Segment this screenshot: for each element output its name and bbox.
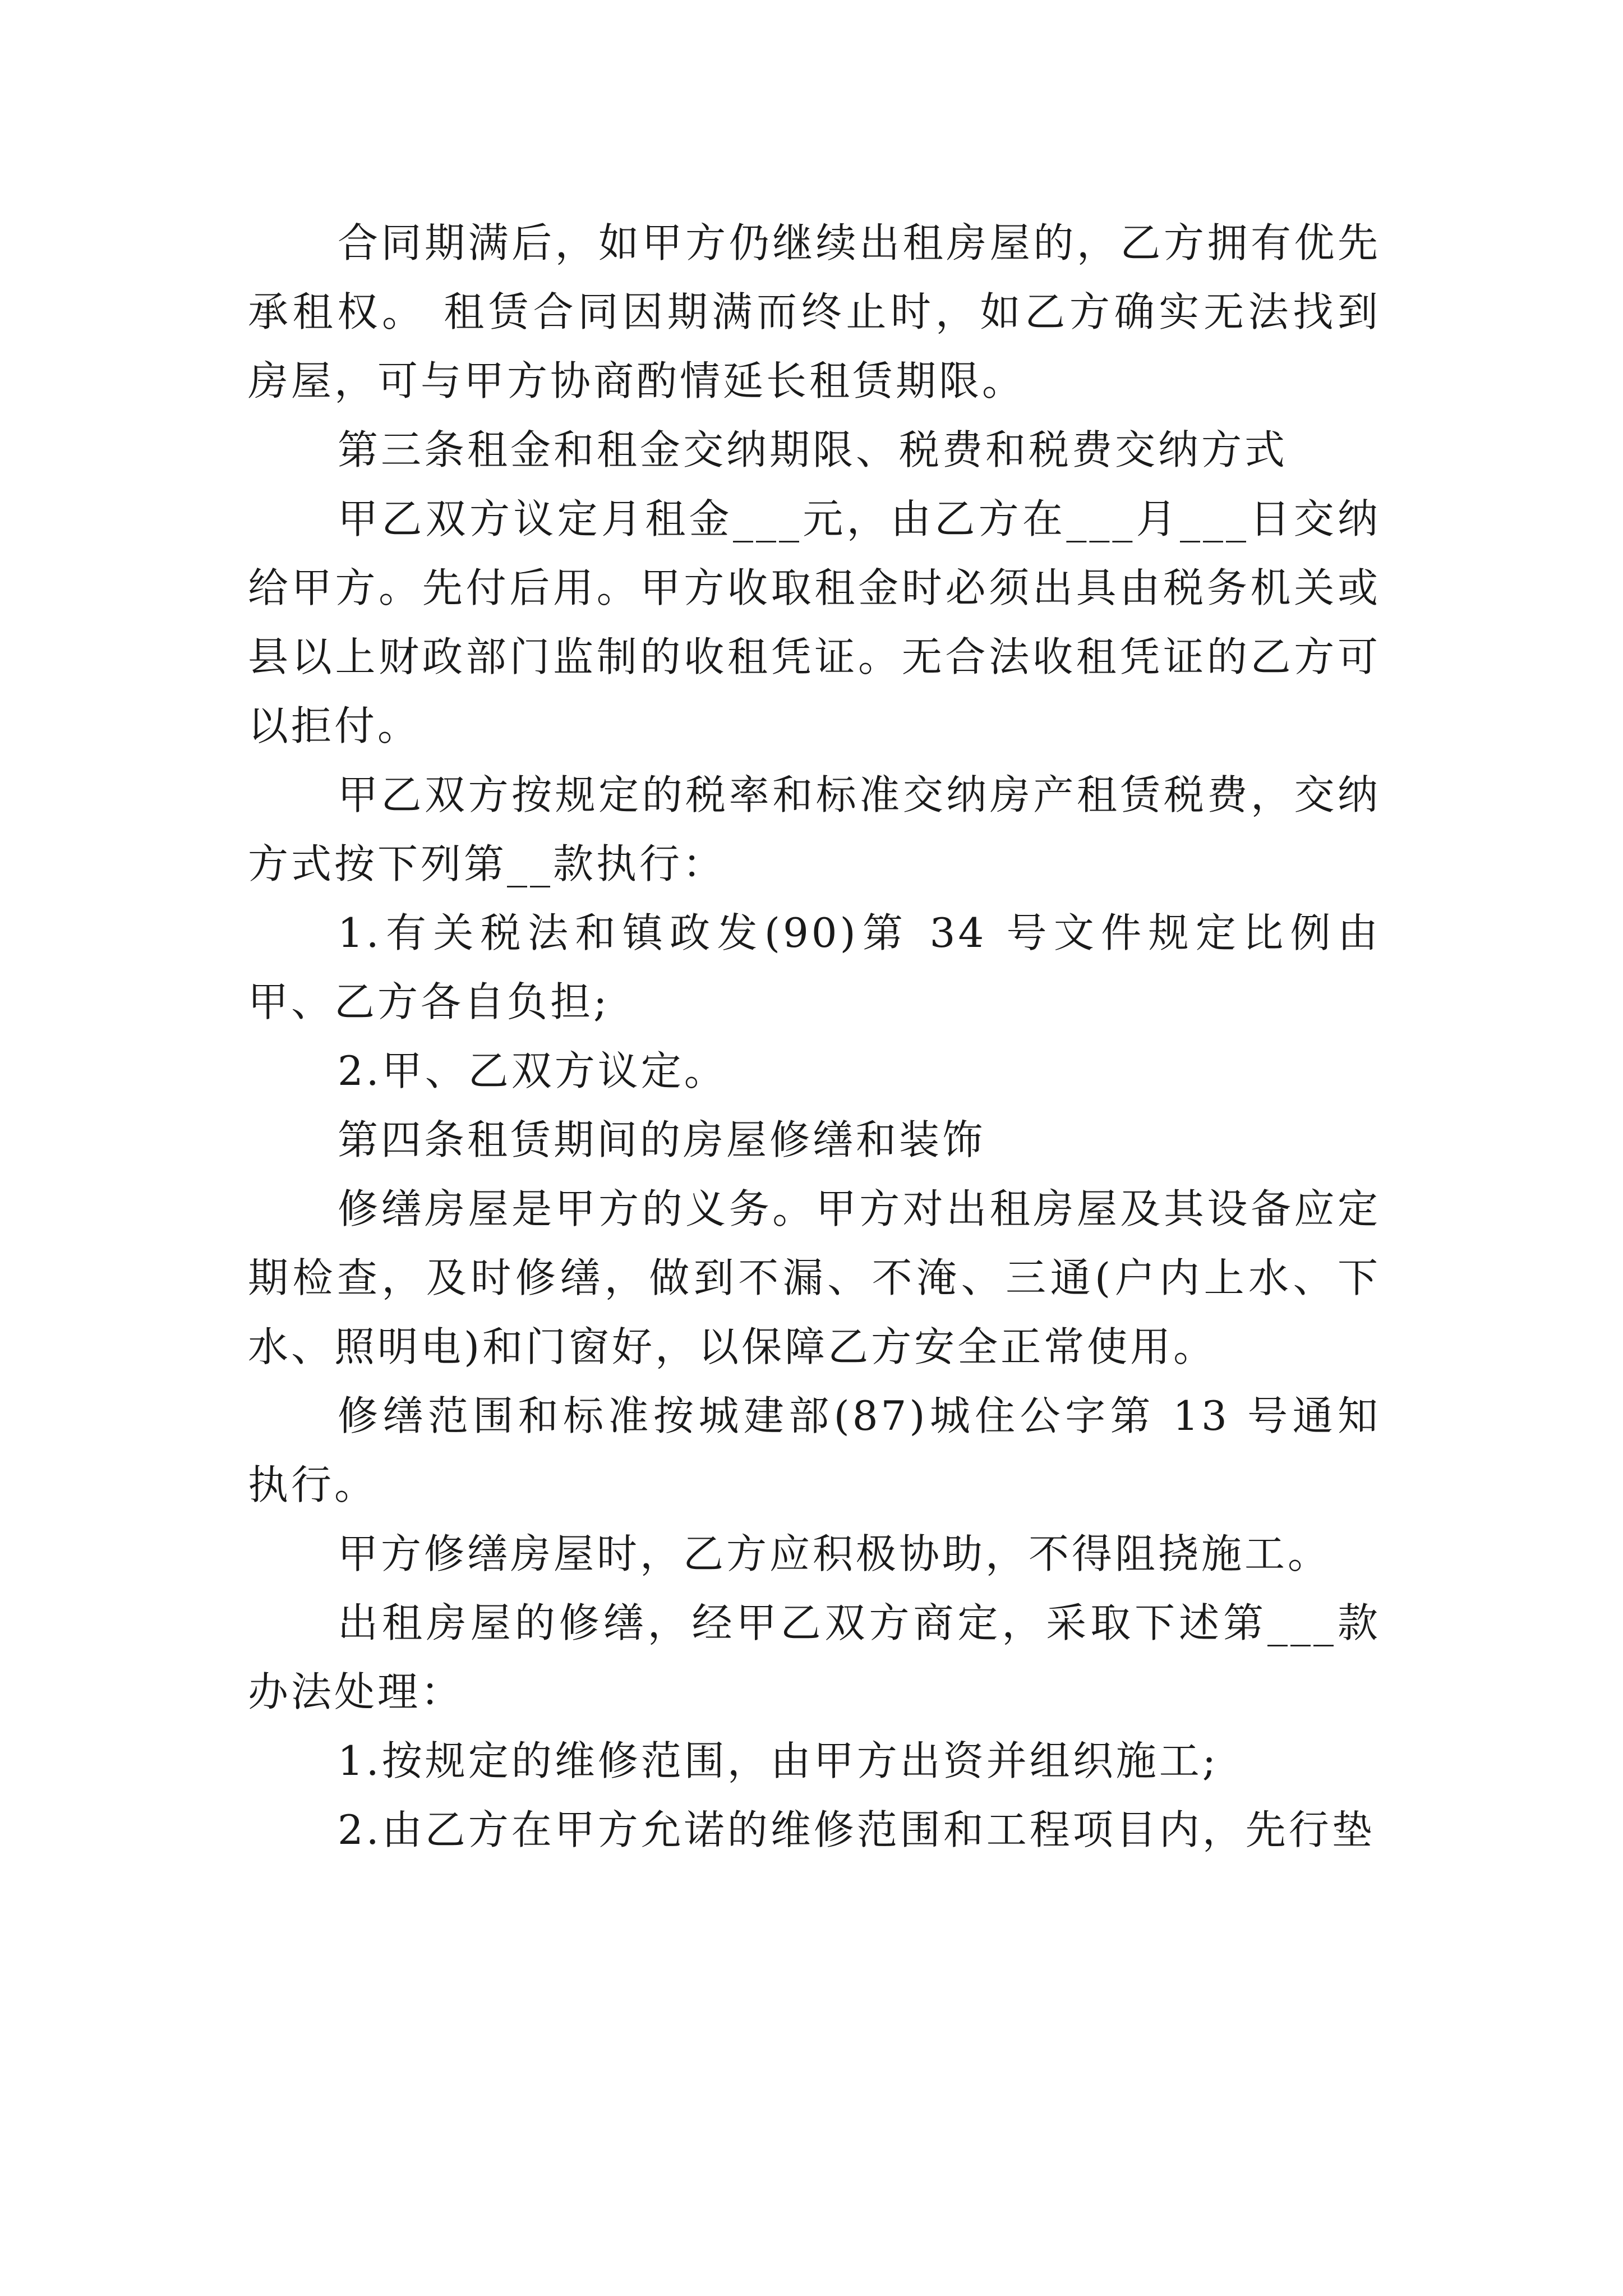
paragraph-tenant-cooperation: 甲方修缮房屋时，乙方应积极协助，不得阻挠施工。 [338, 1530, 1331, 1577]
article-3-heading: 第三条租金和租金交纳期限、税费和税费交纳方式 [338, 426, 1288, 473]
paragraph-repair-scope: 修缮范围和标准按城建部(87)城住公字第 13 号通知执行。 [248, 1392, 1381, 1508]
list-item-tax-option-1: 1.有关税法和镇政发(90)第 34 号文件规定比例由甲、乙方各自负担; [248, 909, 1381, 1025]
paragraph-repair-duty: 修缮房屋是甲方的义务。甲方对出租房屋及其设备应定期检查，及时修缮，做到不漏、不淹、三通(户内上水、下水、照明电)和门窗好，以保障乙方安全正常使用。 [248, 1185, 1381, 1370]
paragraph-lease-renewal: 合同期满后，如甲方仍继续出租房屋的，乙方拥有优先承租权。 租赁合同因期满而终止时，如乙方确实无法找到房屋，可与甲方协商酌情延长租赁期限。 [248, 219, 1381, 404]
article-4-heading: 第四条租赁期间的房屋修缮和装饰 [338, 1116, 986, 1163]
paragraph-repair-method: 出租房屋的修缮，经甲乙双方商定，采取下述第___款办法处理： [248, 1599, 1381, 1715]
paragraph-monthly-rent: 甲乙双方议定月租金___元，由乙方在___月___日交纳给甲方。先付后用。甲方收取租金时必须出具由税务机关或县以上财政部门监制的收租凭证。无合法收租凭证的乙方可以拒付。 [248, 495, 1381, 749]
list-item-tax-option-2: 2.甲、乙双方议定。 [338, 1047, 727, 1094]
list-item-repair-option-1: 1.按规定的维修范围，由甲方出资并组织施工; [338, 1737, 1219, 1784]
list-item-repair-option-2: 2.由乙方在甲方允诺的维修范围和工程项目内，先行垫 [338, 1806, 1375, 1853]
paragraph-tax-payment: 甲乙双方按规定的税率和标准交纳房产租赁税费，交纳方式按下列第__款执行： [248, 771, 1381, 887]
document-body [248, 209, 1381, 1865]
